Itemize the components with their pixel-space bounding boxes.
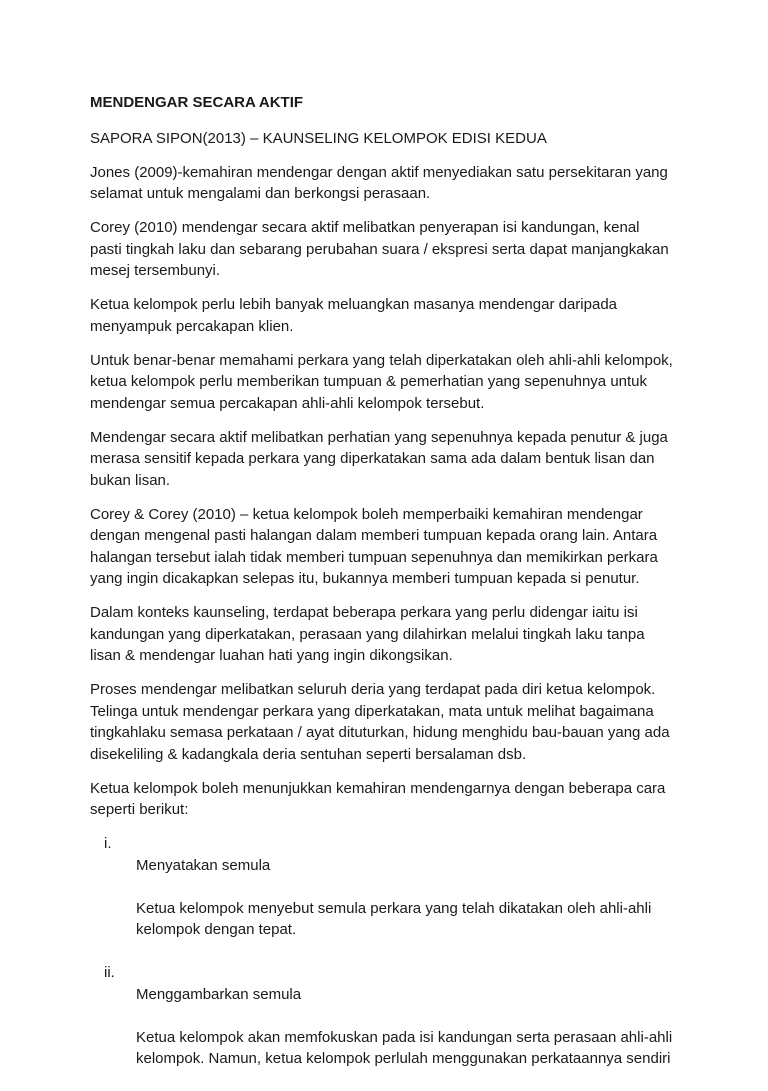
paragraph-9: Ketua kelompok boleh menunjukkan kemahiran mendengarnya dengan beberapa cara seperti berikut:: [90, 779, 666, 818]
paragraph-3: Ketua kelompok perlu lebih banyak meluangkan masanya mendengar daripada menyampuk percakapan klien.: [90, 296, 618, 335]
list-item-number: ii.: [104, 964, 115, 981]
paragraph-2: Corey (2010) mendengar secara aktif melibatkan penyerapan isi kandungan, kenal pasti tingkah laku dan sebarang perubahan suara / ekspresi serta dapat manjangkakan mesej tersembunyi.: [90, 219, 669, 279]
list-item-body: [136, 962, 690, 1091]
paragraph-1: Jones (2009)-kemahiran mendengar dengan aktif menyediakan satu persekitaran yang selamat untuk mengalami dan berkongsi perasaan.: [90, 163, 668, 202]
list-item-body: [136, 833, 690, 962]
list-item-heading: Menggambarkan semula: [136, 985, 302, 1003]
numbered-list: [90, 833, 690, 1091]
list-item: [90, 962, 690, 1091]
paragraph-7: Dalam konteks kaunseling, terdapat beberapa perkara yang perlu didengar iaitu isi kandungan yang diperkatakan, perasaan yang dilahirkan melalui tingkah laku tanpa lisan & mendengar luahan hati yang ingin dikongsikan.: [90, 604, 645, 664]
paragraph-4: Untuk benar-benar memahami perkara yang telah diperkatakan oleh ahli-ahli kelompok, ketua kelompok perlu memberikan tumpuan & pemerhatian yang sepenuhnya untuk mendengar semua percakapan ahli-ahli kelompok tersebut.: [90, 351, 673, 412]
list-item-number: i.: [104, 835, 112, 852]
list-item-text: Ketua kelompok akan memfokuskan pada isi kandungan serta perasaan ahli-ahli kelompok. Namun, ketua kelompok perlulah menggunakan perkataannya sendiri: [136, 1028, 673, 1067]
document-title: MENDENGAR SECARA AKTIF: [90, 94, 304, 111]
paragraph-8: Proses mendengar melibatkan seluruh deria yang terdapat pada diri ketua kelompok. Telinga untuk mendengar perkara yang diperkatakan, mata untuk melihat bagaimana tingkahlaku semasa perkataan / ayat dituturkan, hidung menghidu bau-bauan yang ada disekeliling & kadangkala deria sentuhan seperti bersalaman dsb.: [90, 681, 670, 763]
paragraph-5: Mendengar secara aktif melibatkan perhatian yang sepenuhnya kepada penutur & juga merasa sensitif kepada perkara yang diperkatakan sama ada dalam bentuk lisan dan bukan lisan.: [90, 428, 668, 489]
paragraph-6: Corey & Corey (2010) – ketua kelompok boleh memperbaiki kemahiran mendengar dengan mengenal pasti halangan dalam memberi tumpuan kepada orang lain. Antara halangan tersebut ialah tidak memberi tumpuan sepenuhnya dan memikirkan perkara yang ingin dicakapkan selepas itu, bukannya memberi tumpuan kepada si penutur.: [90, 505, 658, 587]
list-item-text: Ketua kelompok menyebut semula perkara yang telah dikatakan oleh ahli-ahli kelompok dengan tepat.: [136, 899, 652, 938]
list-item: [90, 833, 690, 962]
list-item-heading: Menyatakan semula: [136, 856, 271, 874]
document-subtitle: SAPORA SIPON(2013) – KAUNSELING KELOMPOK EDISI KEDUA: [90, 129, 547, 147]
document-page: [90, 92, 690, 1091]
